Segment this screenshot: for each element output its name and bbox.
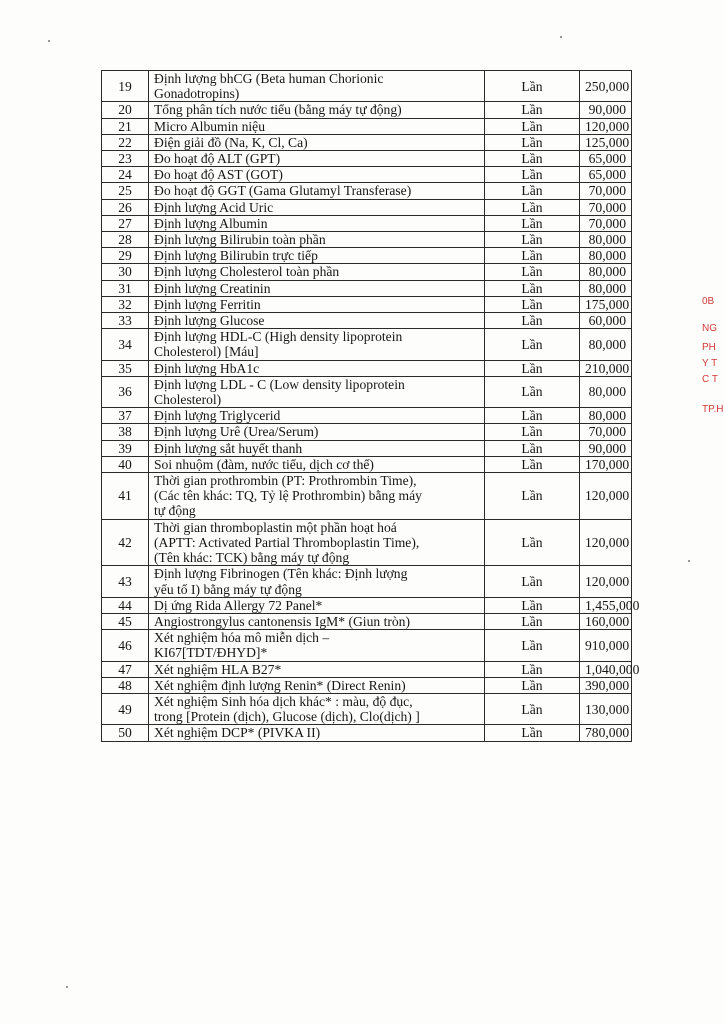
unit-cell: Lần xyxy=(485,167,580,183)
test-name-cell xyxy=(149,151,485,167)
row-number: 45 xyxy=(102,613,149,629)
table-row xyxy=(102,360,632,376)
test-name-cell xyxy=(149,677,485,693)
price-cell: 70,000 xyxy=(580,183,632,199)
table-row xyxy=(102,725,632,741)
test-name-line: Định lượng HDL-C (High density lipoprotein xyxy=(154,329,403,345)
price-cell: 1,455,000 xyxy=(580,597,632,613)
row-number: 30 xyxy=(102,264,149,280)
test-name-cell xyxy=(149,519,485,566)
row-number: 24 xyxy=(102,167,149,183)
test-name-cell xyxy=(149,661,485,677)
test-name-line: Định lượng HbA1c xyxy=(154,360,260,376)
table-row xyxy=(102,329,632,360)
test-name-line: Định lượng Albumin xyxy=(154,215,268,231)
unit-cell: Lần xyxy=(485,693,580,724)
test-name-cell xyxy=(149,313,485,329)
price-cell: 125,000 xyxy=(580,134,632,150)
test-name-line: Gonadotropins) xyxy=(154,86,240,102)
row-number: 39 xyxy=(102,440,149,456)
price-cell: 80,000 xyxy=(580,329,632,360)
test-name-line: Định lượng Creatinin xyxy=(154,280,271,296)
table-row xyxy=(102,376,632,407)
unit-cell: Lần xyxy=(485,134,580,150)
test-name-line: (APTT: Activated Partial Thromboplastin Time), xyxy=(154,534,420,550)
price-cell: 175,000 xyxy=(580,296,632,312)
row-number: 23 xyxy=(102,151,149,167)
table-row xyxy=(102,183,632,199)
unit-cell: Lần xyxy=(485,661,580,677)
unit-cell: Lần xyxy=(485,613,580,629)
test-name-cell xyxy=(149,183,485,199)
test-name-line: (Các tên khác: TQ, Tỷ lệ Prothrombin) bằng máy xyxy=(154,488,422,504)
price-cell: 90,000 xyxy=(580,440,632,456)
test-name-cell xyxy=(149,408,485,424)
unit-cell: Lần xyxy=(485,597,580,613)
test-name-line: Xét nghiệm định lượng Renin* (Direct Renin) xyxy=(154,677,406,693)
table-row xyxy=(102,215,632,231)
table-row xyxy=(102,296,632,312)
price-cell: 80,000 xyxy=(580,232,632,248)
row-number: 31 xyxy=(102,280,149,296)
test-name-line: Điện giải đồ (Na, K, Cl, Ca) xyxy=(154,134,308,150)
stamp-text-line: PH xyxy=(702,342,716,353)
unit-cell: Lần xyxy=(485,264,580,280)
table-row xyxy=(102,424,632,440)
price-table-body xyxy=(102,71,640,742)
test-name-cell xyxy=(149,630,485,661)
table-row xyxy=(102,566,632,597)
price-cell: 1,040,000 xyxy=(580,661,632,677)
stamp-text-line: 0B xyxy=(702,296,715,307)
test-name-line: Định lượng LDL - C (Low density lipoprotein xyxy=(154,376,405,392)
price-cell: 70,000 xyxy=(580,215,632,231)
row-number: 46 xyxy=(102,630,149,661)
stamp-text-line: TP.H xyxy=(702,404,724,415)
row-number: 28 xyxy=(102,232,149,248)
table-row xyxy=(102,661,632,677)
row-number: 29 xyxy=(102,248,149,264)
price-cell: 65,000 xyxy=(580,151,632,167)
row-number: 21 xyxy=(102,118,149,134)
row-number: 41 xyxy=(102,473,149,520)
test-name-line: Đo hoạt độ AST (GOT) xyxy=(154,167,283,183)
row-number: 49 xyxy=(102,693,149,724)
test-name-cell xyxy=(149,613,485,629)
table-row xyxy=(102,248,632,264)
row-number: 22 xyxy=(102,134,149,150)
unit-cell: Lần xyxy=(485,296,580,312)
table-row xyxy=(102,199,632,215)
unit-cell: Lần xyxy=(485,232,580,248)
stamp-text-line: Y T xyxy=(702,358,718,369)
test-name-cell xyxy=(149,199,485,215)
test-name-line: Định lượng Bilirubin toàn phần xyxy=(154,232,326,248)
test-name-cell xyxy=(149,424,485,440)
price-cell: 170,000 xyxy=(580,456,632,472)
unit-cell: Lần xyxy=(485,519,580,566)
table-row xyxy=(102,456,632,472)
stamp-text-line: NG xyxy=(702,323,717,334)
test-name-line: Định lượng Ferritin xyxy=(154,296,261,312)
test-name-line: Định lượng Urê (Urea/Serum) xyxy=(154,424,319,440)
test-name-line: KI67[TDT/ĐHYD]* xyxy=(154,645,268,661)
test-name-cell xyxy=(149,248,485,264)
test-name-line: Cholesterol) xyxy=(154,392,222,408)
test-name-cell xyxy=(149,473,485,520)
price-cell: 80,000 xyxy=(580,376,632,407)
price-cell: 70,000 xyxy=(580,199,632,215)
row-number: 25 xyxy=(102,183,149,199)
price-cell: 80,000 xyxy=(580,264,632,280)
row-number: 19 xyxy=(102,71,149,102)
test-name-line: Xét nghiệm hóa mô miễn dịch – xyxy=(154,630,330,646)
test-name-line: Định lượng Cholesterol toàn phần xyxy=(154,264,340,280)
table-row xyxy=(102,630,632,661)
test-name-line: Đo hoạt độ ALT (GPT) xyxy=(154,151,281,167)
test-name-line: Định lượng bhCG (Beta human Chorionic xyxy=(154,71,384,86)
unit-cell: Lần xyxy=(485,71,580,102)
scan-speck xyxy=(688,560,690,562)
unit-cell: Lần xyxy=(485,118,580,134)
test-name-cell xyxy=(149,232,485,248)
test-name-cell xyxy=(149,118,485,134)
table-row xyxy=(102,151,632,167)
test-name-line: Thời gian prothrombin (PT: Prothrombin Time), xyxy=(154,473,417,489)
price-cell: 90,000 xyxy=(580,102,632,118)
unit-cell: Lần xyxy=(485,360,580,376)
test-name-cell xyxy=(149,456,485,472)
unit-cell: Lần xyxy=(485,183,580,199)
price-cell: 390,000 xyxy=(580,677,632,693)
test-name-line: tự động xyxy=(154,503,196,519)
table-row xyxy=(102,613,632,629)
test-name-cell xyxy=(149,360,485,376)
test-name-line: Định lượng sắt huyết thanh xyxy=(154,440,303,456)
price-cell: 210,000 xyxy=(580,360,632,376)
unit-cell: Lần xyxy=(485,151,580,167)
unit-cell: Lần xyxy=(485,215,580,231)
test-name-line: Micro Albumin niệu xyxy=(154,118,266,134)
row-number: 38 xyxy=(102,424,149,440)
row-number: 32 xyxy=(102,296,149,312)
test-name-line: Đo hoạt độ GGT (Gama Glutamyl Transferase) xyxy=(154,183,412,199)
price-cell: 910,000 xyxy=(580,630,632,661)
price-cell: 120,000 xyxy=(580,118,632,134)
price-cell: 120,000 xyxy=(580,566,632,597)
test-name-line: Định lượng Glucose xyxy=(154,313,265,329)
test-name-cell xyxy=(149,440,485,456)
unit-cell: Lần xyxy=(485,102,580,118)
price-cell: 60,000 xyxy=(580,313,632,329)
table-row xyxy=(102,677,632,693)
test-name-line: Angiostrongylus cantonensis IgM* (Giun tròn) xyxy=(154,613,410,629)
row-number: 43 xyxy=(102,566,149,597)
price-table xyxy=(101,70,640,742)
scan-speck xyxy=(560,36,562,38)
table-row xyxy=(102,264,632,280)
price-cell: 130,000 xyxy=(580,693,632,724)
test-name-cell xyxy=(149,134,485,150)
unit-cell: Lần xyxy=(485,473,580,520)
test-name-cell xyxy=(149,597,485,613)
test-name-line: Xét nghiệm Sinh hóa dịch khác* : màu, độ đục, xyxy=(154,693,413,709)
test-name-line: Thời gian thromboplastin một phần hoạt hoá xyxy=(154,519,397,535)
row-number: 40 xyxy=(102,456,149,472)
row-number: 20 xyxy=(102,102,149,118)
unit-cell: Lần xyxy=(485,248,580,264)
table-row xyxy=(102,280,632,296)
test-name-cell xyxy=(149,215,485,231)
table-row xyxy=(102,408,632,424)
row-number: 48 xyxy=(102,677,149,693)
price-cell: 160,000 xyxy=(580,613,632,629)
test-name-line: Định lượng Bilirubin trực tiếp xyxy=(154,248,318,264)
row-number: 42 xyxy=(102,519,149,566)
table-row xyxy=(102,118,632,134)
unit-cell: Lần xyxy=(485,199,580,215)
test-name-line: Định lượng Fibrinogen (Tên khác: Định lượng xyxy=(154,566,408,582)
table-row xyxy=(102,313,632,329)
row-number: 33 xyxy=(102,313,149,329)
table-row xyxy=(102,102,632,118)
test-name-cell xyxy=(149,566,485,597)
table-row xyxy=(102,440,632,456)
unit-cell: Lần xyxy=(485,440,580,456)
price-cell: 70,000 xyxy=(580,424,632,440)
test-name-line: yếu tố I) bằng máy tự động xyxy=(154,581,302,597)
price-cell: 780,000 xyxy=(580,725,632,741)
test-name-cell xyxy=(149,264,485,280)
unit-cell: Lần xyxy=(485,280,580,296)
red-stamp-fragment xyxy=(700,296,724,436)
test-name-line: Soi nhuộm (đàm, nước tiểu, dịch cơ thể) xyxy=(154,456,374,472)
table-row xyxy=(102,693,632,724)
unit-cell: Lần xyxy=(485,424,580,440)
price-cell: 120,000 xyxy=(580,519,632,566)
unit-cell: Lần xyxy=(485,677,580,693)
test-name-cell xyxy=(149,102,485,118)
test-name-line: trong [Protein (dịch), Glucose (dịch), Clo(dịch) ] xyxy=(154,709,420,725)
test-name-cell xyxy=(149,376,485,407)
row-number: 44 xyxy=(102,597,149,613)
row-number: 34 xyxy=(102,329,149,360)
price-cell: 80,000 xyxy=(580,408,632,424)
table-row xyxy=(102,473,632,520)
unit-cell: Lần xyxy=(485,313,580,329)
test-name-line: Định lượng Acid Uric xyxy=(154,199,274,215)
unit-cell: Lần xyxy=(485,408,580,424)
row-number: 36 xyxy=(102,376,149,407)
scan-speck xyxy=(48,40,50,42)
row-number: 26 xyxy=(102,199,149,215)
unit-cell: Lần xyxy=(485,630,580,661)
table-row xyxy=(102,519,632,566)
table-row xyxy=(102,134,632,150)
test-name-line: Cholesterol) [Máu] xyxy=(154,344,259,360)
unit-cell: Lần xyxy=(485,329,580,360)
row-number: 35 xyxy=(102,360,149,376)
row-number: 27 xyxy=(102,215,149,231)
test-name-cell xyxy=(149,167,485,183)
test-name-cell xyxy=(149,329,485,360)
test-name-cell xyxy=(149,693,485,724)
test-name-line: Tổng phân tích nước tiểu (bằng máy tự động) xyxy=(154,102,402,118)
price-cell: 80,000 xyxy=(580,248,632,264)
row-number: 47 xyxy=(102,661,149,677)
unit-cell: Lần xyxy=(485,456,580,472)
price-cell: 65,000 xyxy=(580,167,632,183)
table-row xyxy=(102,71,632,102)
test-name-cell xyxy=(149,280,485,296)
table-row xyxy=(102,597,632,613)
test-name-cell xyxy=(149,71,485,102)
test-name-line: (Tên khác: TCK) bằng máy tự động xyxy=(154,550,350,566)
test-name-cell xyxy=(149,725,485,741)
test-name-line: Xét nghiệm HLA B27* xyxy=(154,661,282,677)
price-cell: 80,000 xyxy=(580,280,632,296)
unit-cell: Lần xyxy=(485,725,580,741)
test-name-line: Định lượng Triglycerid xyxy=(154,408,281,424)
row-number: 50 xyxy=(102,725,149,741)
unit-cell: Lần xyxy=(485,566,580,597)
table-row xyxy=(102,167,632,183)
unit-cell: Lần xyxy=(485,376,580,407)
test-name-cell xyxy=(149,296,485,312)
scan-speck xyxy=(66,986,68,988)
price-cell: 120,000 xyxy=(580,473,632,520)
test-name-line: Xét nghiệm DCP* (PIVKA II) xyxy=(154,725,321,741)
test-name-line: Dị ứng Rida Allergy 72 Panel* xyxy=(154,597,323,613)
row-number: 37 xyxy=(102,408,149,424)
stamp-text-line: C T xyxy=(702,374,718,385)
price-cell: 250,000 xyxy=(580,71,632,102)
table-row xyxy=(102,232,632,248)
